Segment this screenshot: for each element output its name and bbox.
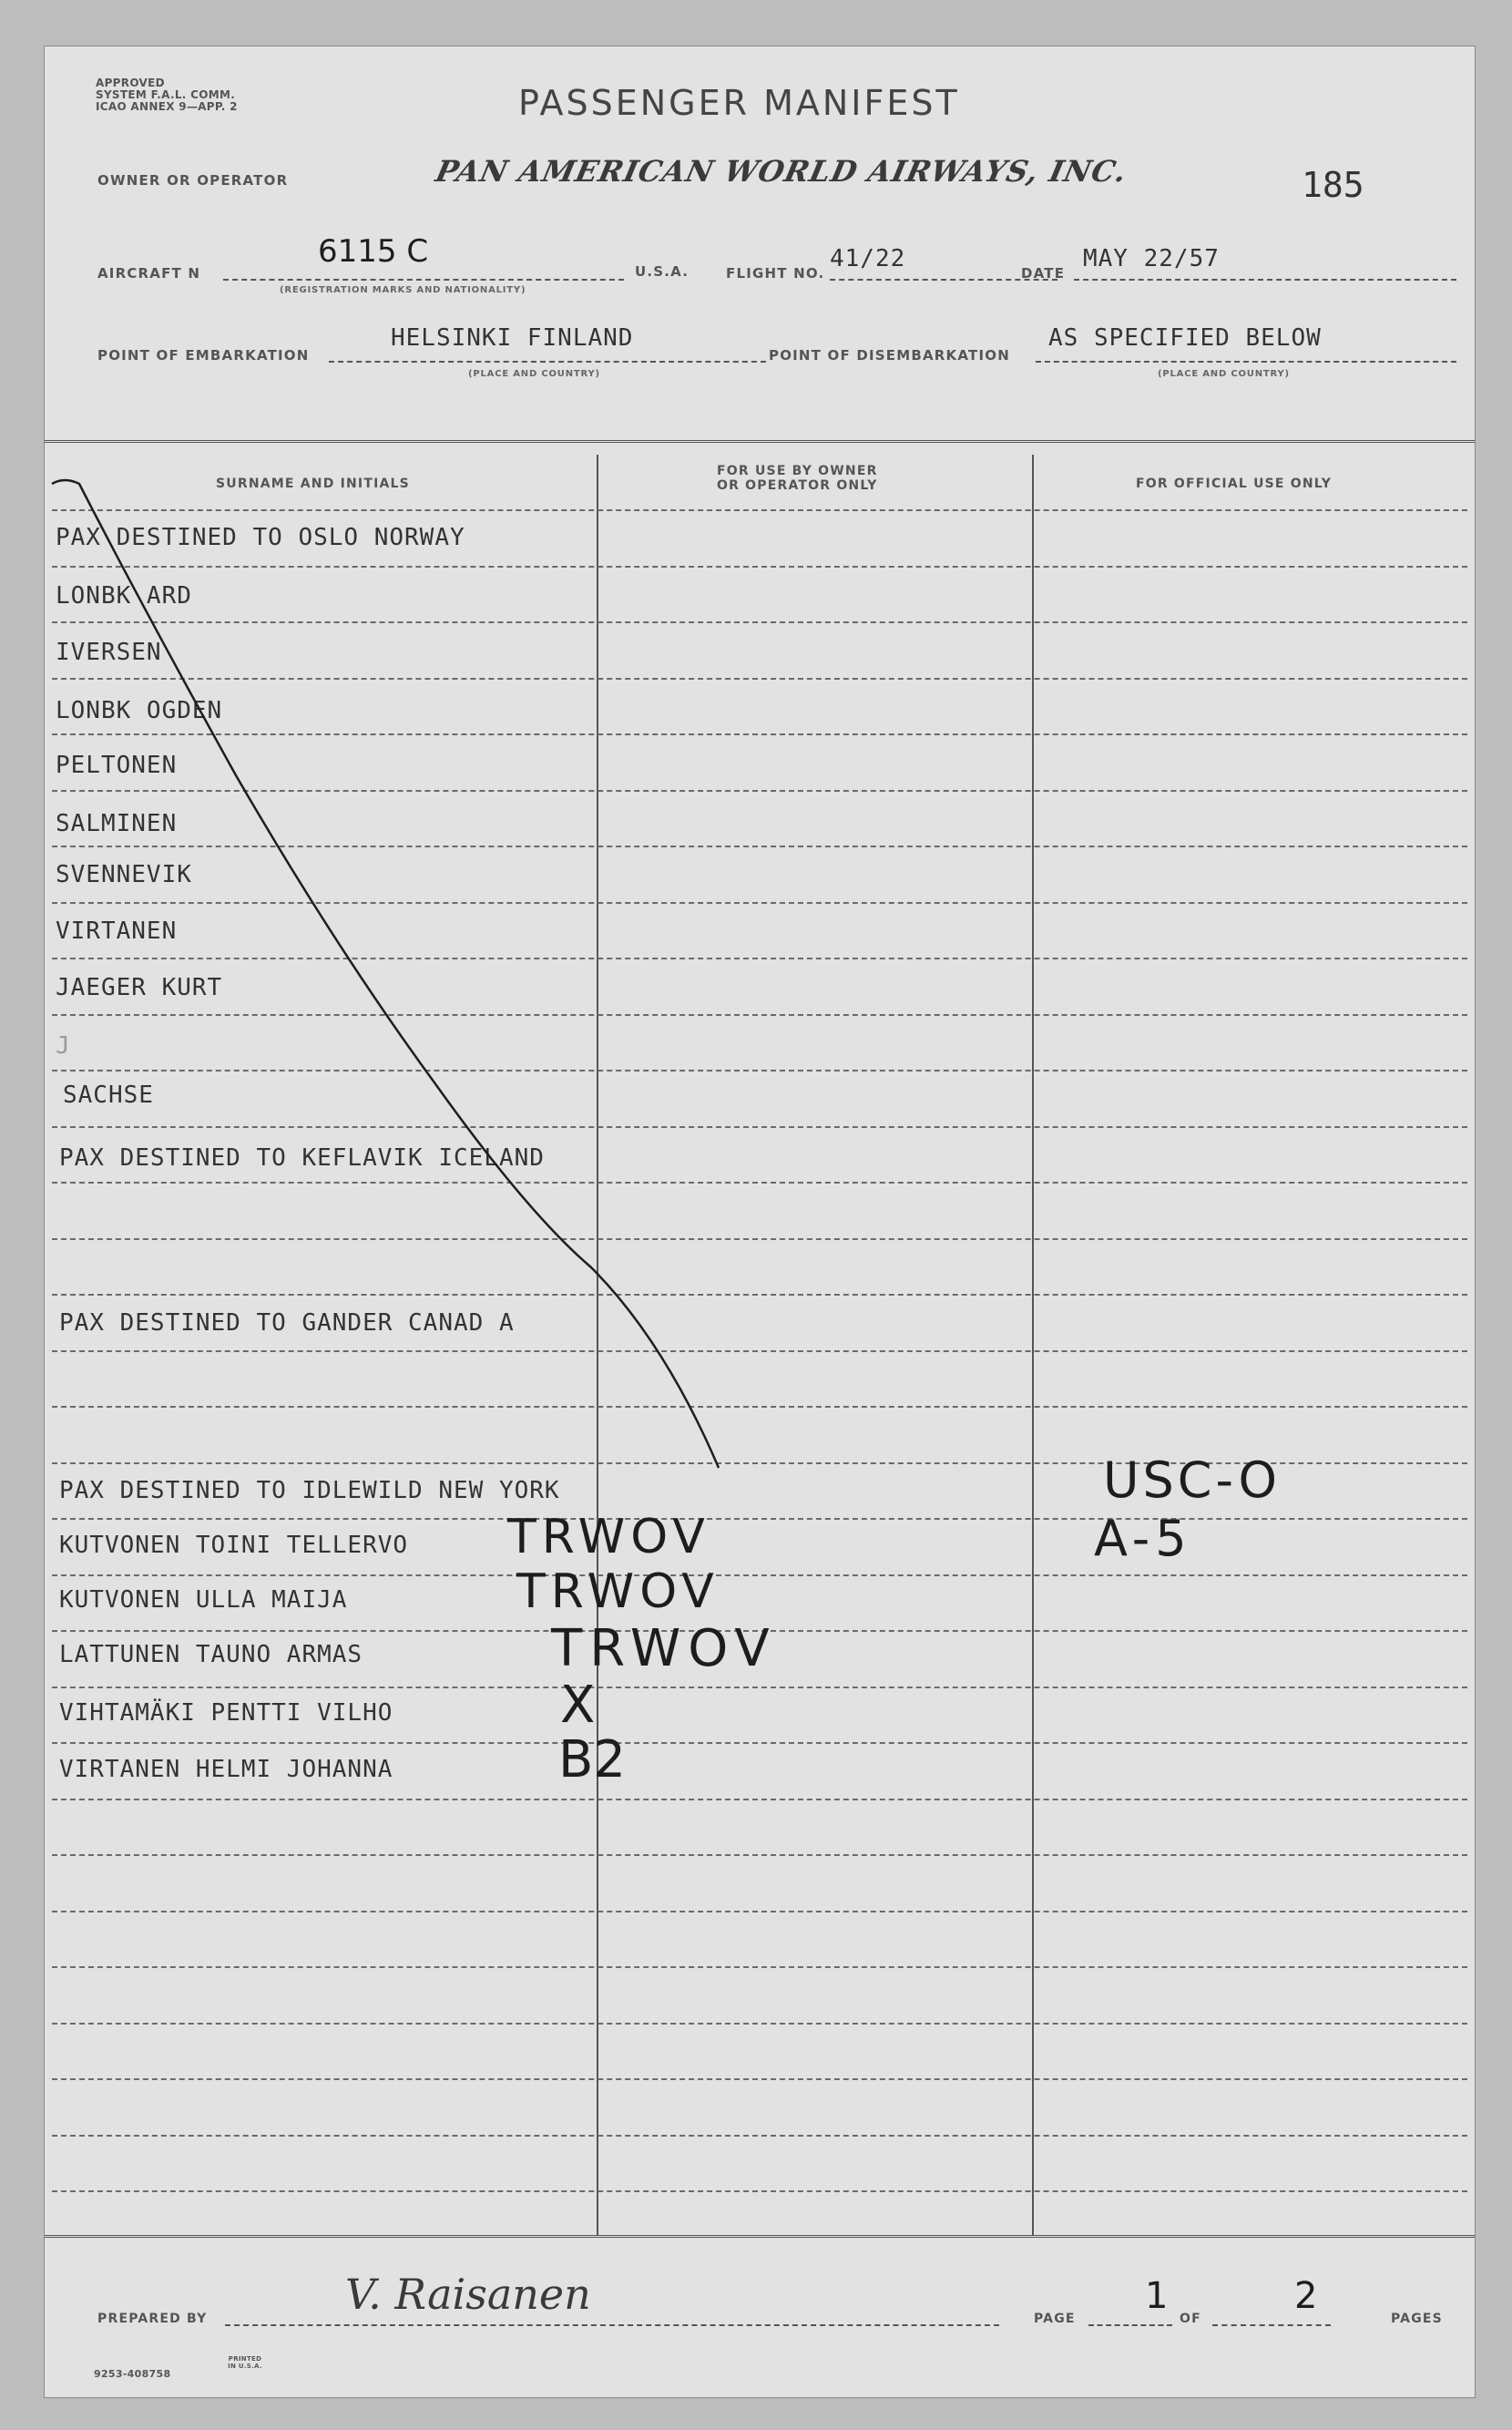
page-value: 1 <box>1145 2275 1169 2317</box>
owner-mark: TRWOV <box>516 1564 720 1619</box>
manifest-row: LATTUNEN TAUNO ARMAS <box>59 1641 363 1668</box>
column-header-official: FOR OFFICIAL USE ONLY <box>1136 477 1333 491</box>
manifest-row: VIHTAMÄKI PENTTI VILHO <box>59 1699 393 1727</box>
owner-mark: B2 <box>558 1730 627 1789</box>
manifest-row: VIRTANEN <box>56 918 178 945</box>
approval-line: ICAO ANNEX 9—APP. 2 <box>96 100 238 113</box>
flight-label: FLIGHT NO. <box>726 265 825 282</box>
manifest-row: PELTONEN <box>56 752 178 779</box>
flight-date: MAY 22/57 <box>1083 245 1220 272</box>
airline-name: PAN AMERICAN WORLD AIRWAYS, INC. <box>432 154 1130 189</box>
embarkation-sub-caption: (PLACE AND COUNTRY) <box>468 369 600 379</box>
manifest-row: SALMINEN <box>56 810 178 837</box>
column-header-owner-use-line: FOR USE BY OWNER <box>717 464 878 478</box>
prepared-by-signature: V. Raisanen <box>345 2270 591 2319</box>
embarkation-value: HELSINKI FINLAND <box>391 324 634 352</box>
aircraft-sub-caption: (REGISTRATION MARKS AND NATIONALITY) <box>280 285 526 295</box>
disembarkation-value: AS SPECIFIED BELOW <box>1048 324 1322 352</box>
owner-mark: TRWOV <box>551 1619 777 1678</box>
manifest-page-number: 185 <box>1302 165 1364 205</box>
usa-label: U.S.A. <box>635 263 690 280</box>
page-title: PASSENGER MANIFEST <box>518 83 960 123</box>
page-underline <box>1088 2324 1172 2326</box>
manifest-row: VIRTANEN HELMI JOHANNA <box>59 1756 393 1783</box>
of-value: 2 <box>1294 2275 1318 2317</box>
manifest-row: PAX DESTINED TO OSLO NORWAY <box>56 524 465 551</box>
prepared-by-label: PREPARED BY <box>97 2312 208 2326</box>
manifest-row: LONBK OGDEN <box>56 697 223 724</box>
manifest-row-faded: J <box>56 1032 71 1060</box>
official-mark: A-5 <box>1094 1510 1192 1567</box>
prepared-by-underline <box>225 2324 999 2326</box>
column-header-surname: SURNAME AND INITIALS <box>216 477 410 491</box>
disembarkation-label: POINT OF DISEMBARKATION <box>769 347 1010 364</box>
column-header-owner-use-line: OR OPERATOR ONLY <box>717 478 878 493</box>
owner-mark: X <box>560 1676 596 1735</box>
manifest-row: PAX DESTINED TO KEFLAVIK ICELAND <box>59 1144 545 1172</box>
of-label: OF <box>1180 2312 1201 2326</box>
approval-line: APPROVED <box>96 77 165 89</box>
approval-line: SYSTEM F.A.L. COMM. <box>96 88 236 101</box>
manifest-row: PAX DESTINED TO GANDER CANAD A <box>59 1309 515 1337</box>
manifest-row: PAX DESTINED TO IDLEWILD NEW YORK <box>59 1477 560 1504</box>
official-mark: USC-O <box>1103 1451 1281 1509</box>
printed-in-usa-mark: PRINTED IN U.S.A. <box>228 2355 262 2370</box>
disembarkation-sub-caption: (PLACE AND COUNTRY) <box>1158 369 1290 379</box>
manifest-row: KUTVONEN TOINI TELLERVO <box>59 1532 409 1559</box>
manifest-row: LONBK ARD <box>56 582 192 610</box>
flight-number: 41/22 <box>830 245 906 272</box>
manifest-row: SVENNEVIK <box>56 861 192 888</box>
aircraft-label: AIRCRAFT N <box>97 265 201 282</box>
manifest-sheet <box>44 46 1476 2398</box>
page-label: PAGE <box>1034 2312 1076 2326</box>
cross-out-stroke <box>45 46 1475 2397</box>
of-underline <box>1212 2324 1331 2326</box>
embarkation-label: POINT OF EMBARKATION <box>97 347 310 364</box>
manifest-row: SACHSE <box>63 1082 154 1109</box>
manifest-row: IVERSEN <box>56 639 162 666</box>
form-number: 9253-408758 <box>94 2368 171 2380</box>
date-label: DATE <box>1021 265 1066 282</box>
manifest-row: JAEGER KURT <box>56 974 223 1001</box>
aircraft-registration: 6115 C <box>318 233 429 270</box>
owner-mark: TRWOV <box>507 1510 710 1564</box>
manifest-row: KUTVONEN ULLA MAIJA <box>59 1586 348 1614</box>
owner-label: OWNER OR OPERATOR <box>97 172 289 189</box>
pages-label: PAGES <box>1391 2312 1443 2326</box>
